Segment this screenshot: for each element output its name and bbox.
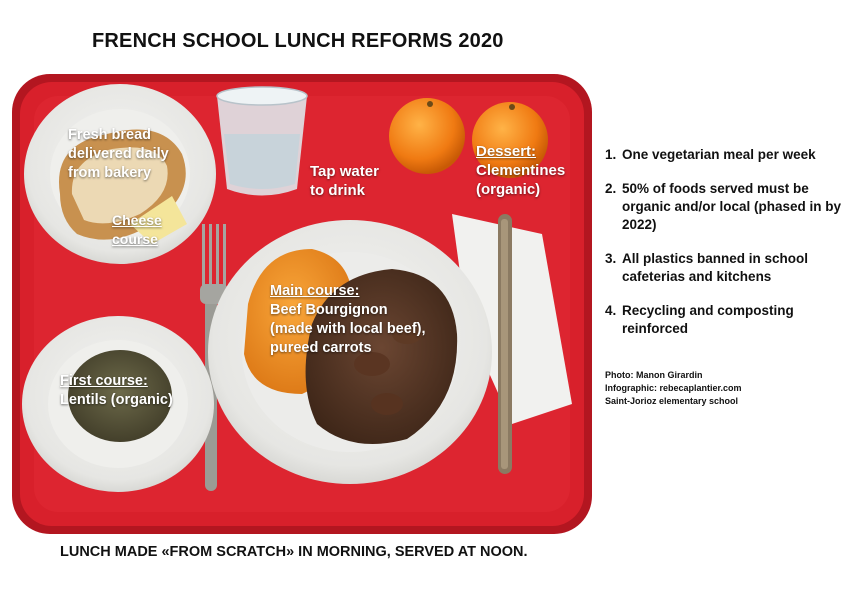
label-first-course: First course: Lentils (organic) (60, 373, 173, 408)
label-main-course: Main course: Beef Bourgignon (made with local beef), pureed carrots (270, 283, 426, 356)
reforms-list (605, 146, 845, 354)
clementine (389, 98, 465, 174)
label-water: Tap water to drink (310, 163, 379, 199)
label-bread: Fresh bread delivered daily from bakery (68, 127, 169, 181)
infographic-title: FRENCH SCHOOL LUNCH REFORMS 2020 (92, 30, 504, 52)
footer-caption: LUNCH MADE «FROM SCRATCH» IN MORNING, SERVED AT NOON. (60, 544, 528, 560)
reform-item: 1. One vegetarian meal per week (605, 147, 816, 162)
lunch-tray-photo (12, 74, 592, 534)
water-glass (217, 87, 307, 196)
label-dessert: Dessert: Clementines (organic) (476, 143, 566, 198)
reform-item: 2. 50% of foods served must be organic and/or local (phased in by 2022) (605, 181, 842, 232)
reform-item: 3. All plastics banned in school cafeterias and kitchens (605, 251, 809, 284)
label-cheese: Cheese course (112, 212, 162, 247)
reform-item: 4. Recycling and composting reinforced (605, 303, 794, 336)
photo-credits: Photo: Manon Girardin Infographic: rebecaplantier.com Saint-Jorioz elementary school (605, 370, 742, 406)
